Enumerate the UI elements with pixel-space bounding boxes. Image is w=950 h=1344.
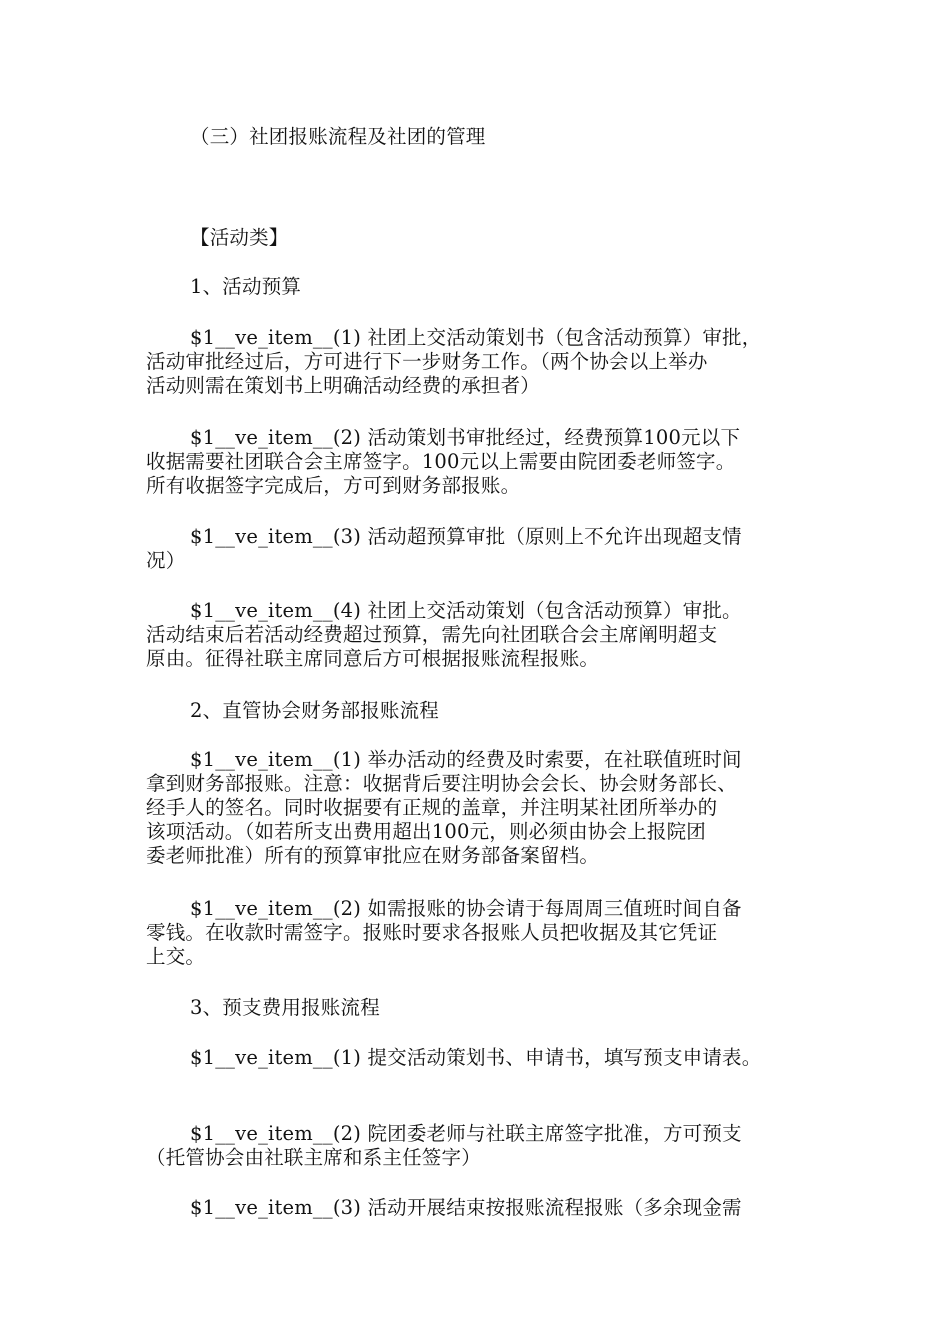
paragraph-line: 该项活动。（如若所支出费用超出100元，则必须由协会上报院团 [146,820,706,843]
paragraph-line: 上交。 [146,945,206,968]
paragraph-line: $1__ve_item__(1) 社团上交活动策划书（包含活动预算）审批， [190,326,762,349]
paragraph-line: $1__ve_item__(4) 社团上交活动策划（包含活动预算）审批。 [190,599,742,622]
paragraph-line: 活动结束后若活动经费超过预算，需先向社团联合会主席阐明超支 [146,623,718,646]
paragraph-line: 所有收据签字完成后，方可到财务部报账。 [146,474,521,497]
paragraph-line: $1__ve_item__(3) 活动超预算审批（原则上不允许出现超支情 [190,525,742,548]
paragraph-line: 况） [146,549,186,572]
section-heading-budget: 1、活动预算 [190,275,302,298]
category-heading: 【活动类】 [190,226,289,249]
paragraph-line: 收据需要社团联合会主席签字。100元以上需要由院团委老师签字。 [146,450,736,473]
paragraph-line: 活动则需在策划书上明确活动经费的承担者） [146,374,541,397]
paragraph-line: $1__ve_item__(3) 活动开展结束按报账流程报账（多余现金需 [190,1196,742,1219]
section-heading-direct-association: 2、直管协会财务部报账流程 [190,699,440,722]
paragraph-line: 活动审批经过后，方可进行下一步财务工作。（两个协会以上举办 [146,350,708,373]
paragraph-line: $1__ve_item__(2) 如需报账的协会请于每周周三值班时间自备 [190,897,742,920]
paragraph-line: $1__ve_item__(2) 院团委老师与社联主席签字批准，方可预支 [190,1122,742,1145]
paragraph-line: 委老师批准）所有的预算审批应在财务部备案留档。 [146,844,600,867]
paragraph-line: 零钱。在收款时需签字。报账时要求各报账人员把收据及其它凭证 [146,921,718,944]
paragraph-line: $1__ve_item__(2) 活动策划书审批经过，经费预算100元以下 [190,426,741,449]
paragraph-line: 拿到财务部报账。注意：收据背后要注明协会会长、协会财务部长、 [146,772,738,795]
paragraph-line: 原由。征得社联主席同意后方可根据报账流程报账。 [146,647,600,670]
paragraph-line: （托管协会由社联主席和系主任签字） [146,1146,481,1169]
section-heading-advance-payment: 3、预支费用报账流程 [190,996,380,1019]
paragraph-line: 经手人的签名。同时收据要有正规的盖章，并注明某社团所举办的 [146,796,718,819]
section-title: （三）社团报账流程及社团的管理 [190,125,486,148]
paragraph-line: $1__ve_item__(1) 提交活动策划书、申请书，填写预支申请表。 [190,1046,762,1069]
paragraph-line: $1__ve_item__(1) 举办活动的经费及时索要，在社联值班时间 [190,748,742,771]
